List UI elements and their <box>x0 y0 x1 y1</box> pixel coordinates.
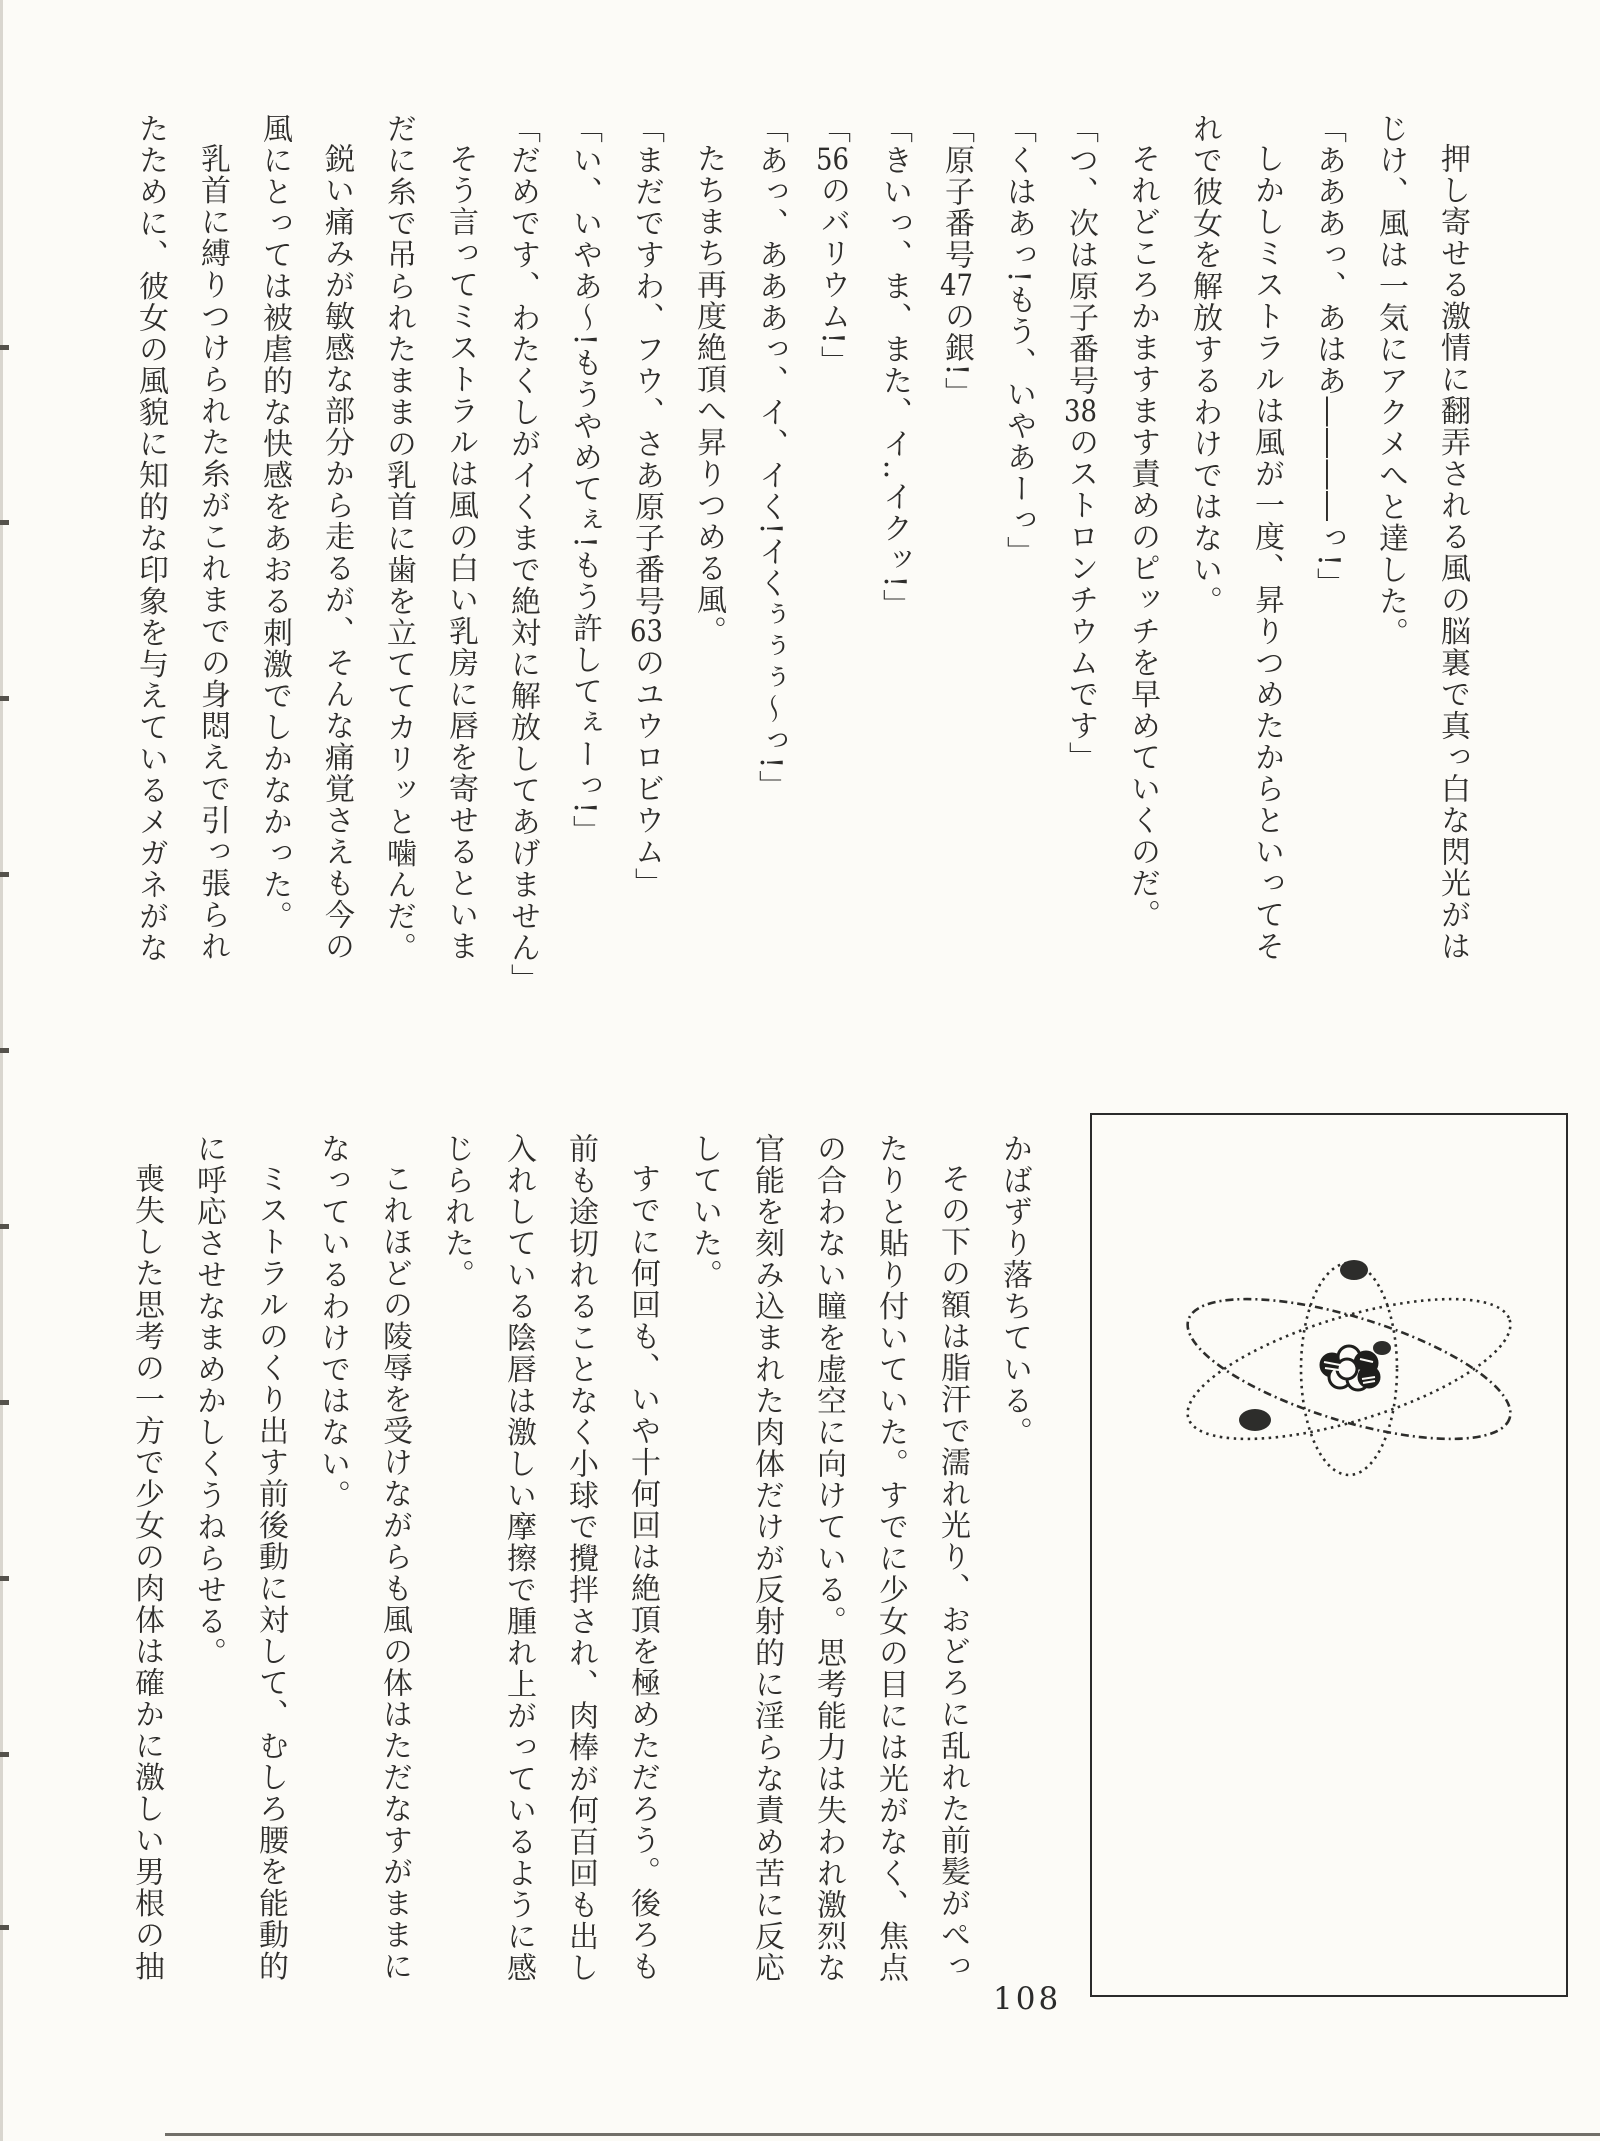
text-column: しかしミストラルは風が一度、昇りつめたからといってそ <box>1249 143 1284 962</box>
scan-edge-mark <box>0 872 9 877</box>
text-column: 鋭い痛みが敏感な部分から走るが、そんな痛覚さえも今の <box>319 143 354 962</box>
text-column: ミストラルのくり出す前後動に対して、むしろ腰を能動的 <box>253 1163 288 1982</box>
scan-edge-mark <box>0 1224 9 1229</box>
text-column: 「まだですわ、フウ、さあ原子番号63のユウロビウム」 <box>629 113 664 899</box>
scan-left-shade <box>0 0 3 2141</box>
text-column: じけ、風は一気にアクメへと達した。 <box>1373 113 1408 649</box>
text-column: 「56のバリウム!」 <box>815 113 850 378</box>
text-column: 官能を刻み込まれた肉体だけが反射的に淫らな責め苦に反応 <box>749 1133 784 1984</box>
text-column: 喪失した思考の一方で少女の肉体は確かに激しい男根の抽 <box>129 1163 164 1982</box>
text-column: の合わない瞳を虚空に向けている。思考能力は失われ激烈な <box>811 1133 846 1984</box>
scan-edge-mark <box>0 696 9 701</box>
text-column: 「だめです、わたくしがイくまで絶対に解放してあげません」 <box>505 113 540 995</box>
text-column: じられた。 <box>439 1133 474 1291</box>
text-column: れで彼女を解放するわけではない。 <box>1187 113 1222 617</box>
text-column: その下の額は脂汗で濡れ光り、おどろに乱れた前髪がぺっ <box>935 1163 970 1982</box>
scan-bottom-edge <box>165 2133 1600 2136</box>
text-column: たために、彼女の風貌に知的な印象を与えているメガネがな <box>133 113 168 964</box>
atom-icon <box>1092 1115 1566 1995</box>
scan-edge-mark <box>0 1400 9 1405</box>
text-column: 「原子番号47の銀!」 <box>939 113 974 409</box>
text-column: 「きいっ、ま、また、イ‥イクッ!」 <box>877 113 912 621</box>
text-column: 乳首に縛りつけられた糸がこれまでの身悶えで引っ張られ <box>195 143 230 962</box>
text-column: たりと貼り付いていた。すでに少女の目には光がなく、焦点 <box>873 1133 908 1984</box>
text-column: 入れしている陰唇は激しい摩擦で腫れ上がっているように感 <box>501 1133 536 1984</box>
text-column: 「くはあっ!もう、いやあーっ」 <box>1001 113 1036 568</box>
text-column: 「い、いやあ〜!もうやめてぇ!もう許してぇーっ!」 <box>567 113 602 847</box>
text-column: たちまち再度絶頂へ昇りつめる風。 <box>691 143 726 647</box>
text-column: 風にとっては被虐的な快感をあおる刺激でしかなかった。 <box>257 113 292 932</box>
illustration-frame <box>1090 1113 1568 1997</box>
text-column: 押し寄せる激情に翻弄される風の脳裏で真っ白な閃光がは <box>1435 143 1470 962</box>
scan-edge-mark <box>0 1576 9 1581</box>
text-column: 前も途切れることなく小球で攪拌され、肉棒が何百回も出し <box>563 1133 598 1984</box>
scan-edge-mark <box>0 520 9 525</box>
page-number: 108 <box>993 1981 1062 2017</box>
scan-edge-mark <box>0 1048 9 1053</box>
text-column: 「あっ、あああっ、イ、イく!イくぅぅぅ〜っ!」 <box>753 113 788 802</box>
text-column: 「つ、次は原子番号38のストロンチウムです」 <box>1063 113 1098 773</box>
text-column: なっているわけではない。 <box>315 1133 350 1511</box>
scan-edge-mark <box>0 1925 9 1930</box>
scan-edge-mark <box>0 345 9 350</box>
text-column: かばずり落ちている。 <box>997 1133 1032 1448</box>
text-column: それどころかますます責めのピッチを早めていくのだ。 <box>1125 143 1160 931</box>
text-column: そう言ってミストラルは風の白い乳房に唇を寄せるといま <box>443 143 478 962</box>
scan-edge-mark <box>0 1752 9 1757</box>
text-column: 「あああっ、あはあ――――っ!」 <box>1311 113 1346 600</box>
text-column: だに糸で吊られたままの乳首に歯を立ててカリッと噛んだ。 <box>381 113 416 964</box>
text-column: すでに何回も、いや十何回は絶頂を極めただろう。後ろも <box>625 1163 660 1982</box>
text-column: していた。 <box>687 1133 722 1291</box>
lower-text-block <box>99 1133 1032 1984</box>
upper-text-block <box>103 113 1470 995</box>
text-column: これほどの陵辱を受けながらも風の体はただなすがままに <box>377 1163 412 1982</box>
text-column: に呼応させなまめかしくうねらせる。 <box>191 1133 226 1669</box>
